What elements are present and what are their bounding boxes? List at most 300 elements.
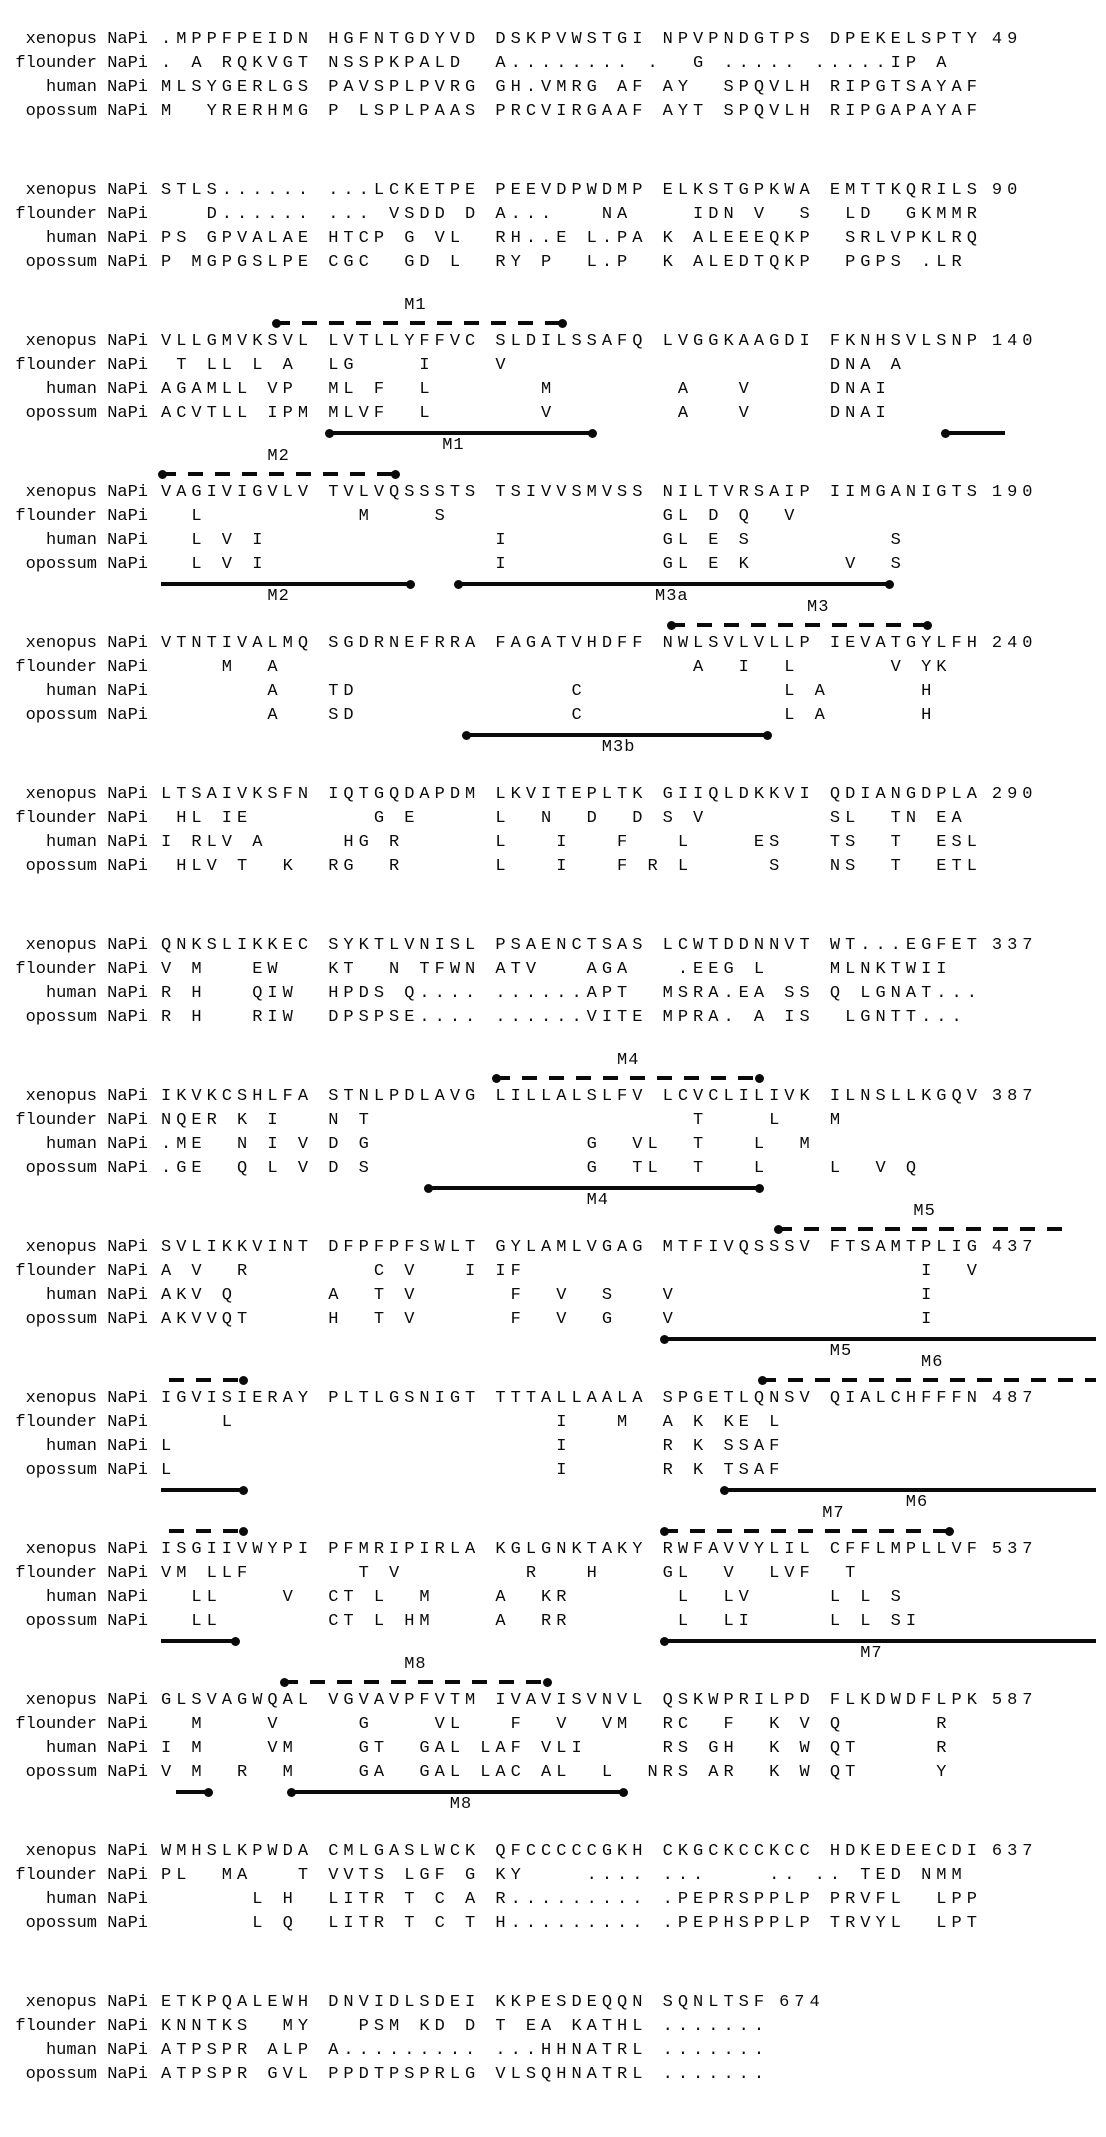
marker-label: M3	[807, 598, 830, 617]
species-label: opossum NaPi	[25, 253, 148, 272]
species-label: xenopus NaPi	[25, 1993, 148, 2012]
marker-endpoint-icon	[454, 580, 463, 589]
sequence-row	[14, 505, 1106, 529]
species-label: human NaPi	[45, 2041, 148, 2060]
marker-label: M6	[921, 1353, 944, 1372]
sequence-text: .MPPFPEIDN HGFNTGDYVD DSKPVWSTGI NPVPNDGTPS DPEKELSPTY	[161, 30, 982, 49]
marker-line	[169, 1529, 245, 1533]
species-label: opossum NaPi	[25, 1159, 148, 1178]
marker-label: M2	[267, 587, 290, 606]
marker-row-below	[14, 1181, 1106, 1209]
marker-line	[161, 1488, 245, 1492]
sequence-row	[14, 481, 1106, 505]
sequence-row	[14, 1308, 1106, 1332]
species-label: human NaPi	[45, 229, 148, 248]
marker-label: M3b	[601, 738, 636, 757]
residue-number: 49	[991, 30, 1023, 49]
sequence-text: ETKPQALEWH DNVIDLSDEI KKPESDEQQN SQNLTSF	[161, 1993, 770, 2012]
species-label: opossum NaPi	[25, 1461, 148, 1480]
marker-endpoint-icon	[660, 1637, 669, 1646]
marker-endpoint-icon	[720, 1486, 729, 1495]
species-label: opossum NaPi	[25, 1763, 148, 1782]
marker-endpoint-icon	[558, 319, 567, 328]
marker-label: M7	[860, 1644, 883, 1663]
sequence-text: I RLV A HG R L I F L ES TS T ESL	[161, 833, 982, 852]
sequence-row	[14, 1864, 1106, 1888]
residue-number: 674	[779, 1993, 825, 2012]
sequence-row	[14, 855, 1106, 879]
sequence-text: R H QIW HPDS Q.... ......APT MSRA.EA SS Q LGNAT...	[161, 984, 982, 1003]
marker-endpoint-icon	[755, 1184, 764, 1193]
sequence-row	[14, 203, 1106, 227]
sequence-text: MLSYGERLGS PAVSPLPVRG GH.VMRG AF AY SPQVLH RIPGTSAYAF	[161, 78, 982, 97]
sequence-row	[14, 1689, 1106, 1713]
sequence-row	[14, 354, 1106, 378]
marker-endpoint-icon	[588, 429, 597, 438]
species-label: flounder NaPi	[15, 1564, 148, 1583]
sequence-text: L V I I GL E K V S	[161, 555, 906, 574]
marker-line	[663, 1529, 952, 1533]
sequence-row	[14, 1387, 1106, 1411]
sequence-row	[14, 28, 1106, 52]
alignment-block	[14, 1991, 1106, 2087]
tm-marker-M2	[161, 469, 397, 479]
sequence-row	[14, 807, 1106, 831]
species-label: flounder NaPi	[15, 1262, 148, 1281]
marker-endpoint-icon	[239, 1527, 248, 1536]
sequence-row	[14, 958, 1106, 982]
sequence-row	[14, 1411, 1106, 1435]
sequence-text: STLS...... ...LCKETPE PEEVDPWDMP ELKSTGPKWA EMTTKQRILS	[161, 181, 982, 200]
alignment-block	[14, 1840, 1106, 1936]
alignment-block	[14, 598, 1106, 757]
sequence-row	[14, 2063, 1106, 2087]
residue-number: 140	[991, 332, 1038, 351]
marker-label: M6	[905, 1493, 929, 1512]
sequence-row	[14, 1840, 1106, 1864]
marker-endpoint-icon	[945, 1527, 954, 1536]
sequence-text: ACVTLL IPM MLVF L V A V DNAI	[161, 404, 891, 423]
sequence-row	[14, 378, 1106, 402]
species-label: human NaPi	[45, 1588, 148, 1607]
sequence-row	[14, 1713, 1106, 1737]
marker-endpoint-icon	[325, 429, 334, 438]
species-label: human NaPi	[45, 78, 148, 97]
species-label: flounder NaPi	[15, 54, 148, 73]
tm-marker-M1	[275, 318, 564, 328]
marker-row-below	[14, 1634, 1106, 1662]
species-label: human NaPi	[45, 531, 148, 550]
sequence-text: L I R K SSAF	[161, 1437, 785, 1456]
alignment-block	[14, 296, 1106, 455]
sequence-text: .GE Q L V D S G TL T L L V Q	[161, 1159, 922, 1178]
residue-number: 90	[991, 181, 1023, 200]
sequence-text: M A A I L V YK	[161, 658, 952, 677]
sequence-text: R H RIW DPSPSE.... ......VITE MPRA. A IS LGNTT...	[161, 1008, 967, 1027]
marker-endpoint-icon	[941, 429, 950, 438]
sequence-row	[14, 330, 1106, 354]
sequence-row	[14, 76, 1106, 100]
marker-line	[283, 1680, 549, 1684]
marker-row-below	[14, 728, 1106, 756]
sequence-row	[14, 227, 1106, 251]
sequence-text: L Q LITR T C T H......... .PEPHSPPLP TRVYL LPT	[161, 1914, 982, 1933]
sequence-text: IGVISIERAY PLTLGSNIGT TTTALLAALA SPGETLQNSV QIALCHFFFN	[161, 1389, 982, 1408]
marker-endpoint-icon	[287, 1788, 296, 1797]
marker-endpoint-icon	[763, 731, 772, 740]
species-label: xenopus NaPi	[25, 30, 148, 49]
species-label: xenopus NaPi	[25, 785, 148, 804]
marker-row-above	[14, 1202, 1106, 1236]
species-label: flounder NaPi	[15, 2017, 148, 2036]
marker-endpoint-icon	[280, 1678, 289, 1687]
marker-line	[670, 623, 928, 627]
sequence-row	[14, 934, 1106, 958]
alignment-block	[14, 934, 1106, 1030]
sequence-alignment-figure	[14, 28, 1106, 2087]
marker-row-above	[14, 296, 1106, 330]
sequence-row	[14, 1538, 1106, 1562]
sequence-text: IKVKCSHLFA STNLPDLAVG LILLALSLFV LCVCLILIVK ILNSLLKGQV	[161, 1087, 982, 1106]
sequence-row	[14, 1157, 1106, 1181]
tm-marker-continuation	[176, 1787, 209, 1797]
residue-number: 240	[991, 634, 1038, 653]
marker-endpoint-icon	[774, 1225, 783, 1234]
sequence-text: WMHSLKPWDA CMLGASLWCK QFCCCCCGKH CKGCKCCKCC HDKEDEECDI	[161, 1842, 982, 1861]
marker-row-below	[14, 1785, 1106, 1813]
residue-number: 537	[991, 1540, 1038, 1559]
species-label: flounder NaPi	[15, 356, 148, 375]
marker-label: M8	[404, 1655, 427, 1674]
species-label: flounder NaPi	[15, 507, 148, 526]
residue-number: 637	[991, 1842, 1038, 1861]
sequence-text: PS GPVALAE HTCP G VL RH..E L.PA K ALEEEQKP SRLVPKLRQ	[161, 229, 982, 248]
marker-row-above	[14, 1353, 1106, 1387]
marker-row-above	[14, 1655, 1106, 1689]
sequence-row	[14, 402, 1106, 426]
marker-label: M7	[822, 1504, 845, 1523]
alignment-block	[14, 1504, 1106, 1663]
sequence-row	[14, 1761, 1106, 1785]
alignment-block	[14, 1202, 1106, 1361]
species-label: opossum NaPi	[25, 555, 148, 574]
alignment-block	[14, 28, 1106, 124]
sequence-text: VLLGMVKSVL LVTLLYFFVC SLDILSSAFQ LVGGKAAGDI FKNHSVLSNP	[161, 332, 982, 351]
residue-number: 290	[991, 785, 1038, 804]
tm-marker-continuation	[161, 1636, 237, 1646]
sequence-text: VAGIVIGVLV TVLVQSSSTS TSIVVSMVSS NILTVRSAIP IIMGANIGTS	[161, 483, 982, 502]
sequence-text: SVLIKKVINT DFPFPFSWLT GYLAMLVGAG MTFIVQSSSV FTSAMTPLIG	[161, 1238, 982, 1257]
marker-line	[328, 431, 594, 435]
sequence-row	[14, 529, 1106, 553]
marker-label: M2	[267, 447, 290, 466]
sequence-row	[14, 553, 1106, 577]
marker-row-above	[14, 447, 1106, 481]
sequence-row	[14, 1085, 1106, 1109]
sequence-row	[14, 2039, 1106, 2063]
species-label: opossum NaPi	[25, 857, 148, 876]
species-label: xenopus NaPi	[25, 332, 148, 351]
sequence-row	[14, 1006, 1106, 1030]
species-label: opossum NaPi	[25, 1612, 148, 1631]
sequence-row	[14, 1610, 1106, 1634]
sequence-text: A TD C L A H	[161, 682, 937, 701]
species-label: opossum NaPi	[25, 1008, 148, 1027]
sequence-row	[14, 1236, 1106, 1260]
alignment-block	[14, 1353, 1106, 1512]
marker-endpoint-icon	[204, 1788, 213, 1797]
alignment-block	[14, 1051, 1106, 1210]
sequence-text: ATPSPR GVL PPDTPSPRLG VLSQHNATRL .......	[161, 2065, 770, 2084]
sequence-text: VTNTIVALMQ SGDRNEFRRA FAGATVHDFF NWLSVLVLLP IEVATGYLFH	[161, 634, 982, 653]
species-label: human NaPi	[45, 1890, 148, 1909]
sequence-text: HLV T K RG R L I F R L S NS T ETL	[161, 857, 982, 876]
sequence-row	[14, 982, 1106, 1006]
marker-label: M3a	[655, 587, 689, 606]
sequence-text: I M VM GT GAL LAF VLI RS GH K W QT R	[161, 1739, 952, 1758]
species-label: opossum NaPi	[25, 1914, 148, 1933]
marker-line	[161, 1639, 237, 1643]
marker-endpoint-icon	[660, 1527, 669, 1536]
sequence-text: NQER K I N T T L M	[161, 1111, 846, 1130]
tm-marker-continuation	[944, 428, 1005, 438]
species-label: human NaPi	[45, 1739, 148, 1758]
species-label: xenopus NaPi	[25, 1087, 148, 1106]
sequence-text: HL IE G E L N D D S V SL TN EA	[161, 809, 967, 828]
sequence-row	[14, 1435, 1106, 1459]
species-label: human NaPi	[45, 1286, 148, 1305]
species-label: opossum NaPi	[25, 1310, 148, 1329]
marker-line	[777, 1227, 1073, 1231]
sequence-text: P MGPGSLPE CGC GD L RY P L.P K ALEDTQKP PGPS .LR	[161, 253, 967, 272]
sequence-text: D...... ... VSDD D A... NA IDN V S LD GKMMR	[161, 205, 982, 224]
sequence-text: LL CT L HM A RR L LI L L SI	[161, 1612, 922, 1631]
species-label: human NaPi	[45, 682, 148, 701]
marker-label: M5	[913, 1202, 936, 1221]
marker-label: M5	[829, 1342, 853, 1361]
marker-line	[169, 1378, 245, 1382]
species-label: xenopus NaPi	[25, 1238, 148, 1257]
species-label: flounder NaPi	[15, 205, 148, 224]
alignment-block	[14, 783, 1106, 879]
sequence-text: PL MA T VVTS LGF G KY .... ... .. .. TED NMM	[161, 1866, 967, 1885]
species-label: xenopus NaPi	[25, 634, 148, 653]
marker-endpoint-icon	[543, 1678, 552, 1687]
marker-line	[723, 1488, 1095, 1492]
marker-row-above	[14, 1051, 1106, 1085]
marker-label: M1	[442, 436, 465, 455]
sequence-row	[14, 1888, 1106, 1912]
marker-line	[761, 1378, 1095, 1382]
marker-endpoint-icon	[231, 1637, 240, 1646]
sequence-text: L H LITR T C A R......... .PEPRSPPLP PRVFL LPP	[161, 1890, 982, 1909]
species-label: flounder NaPi	[15, 1413, 148, 1432]
sequence-text: AKVVQT H T V F V G V I	[161, 1310, 937, 1329]
marker-line	[290, 1790, 624, 1794]
sequence-row	[14, 52, 1106, 76]
tm-marker-M5	[663, 1334, 1096, 1344]
species-label: opossum NaPi	[25, 102, 148, 121]
tm-marker-M6	[761, 1375, 1095, 1385]
sequence-text: ISGIIVWYPI PFMRIPIRLA KGLGNKTAKY RWFAVVYLIL CFFLMPLLVF	[161, 1540, 982, 1559]
marker-line	[663, 1337, 1096, 1341]
marker-endpoint-icon	[424, 1184, 433, 1193]
sequence-row	[14, 1459, 1106, 1483]
species-label: xenopus NaPi	[25, 181, 148, 200]
marker-endpoint-icon	[492, 1074, 501, 1083]
species-label: flounder NaPi	[15, 658, 148, 677]
species-label: xenopus NaPi	[25, 1540, 148, 1559]
marker-row-below	[14, 577, 1106, 605]
species-label: human NaPi	[45, 1135, 148, 1154]
residue-number: 487	[991, 1389, 1038, 1408]
marker-line	[427, 1186, 761, 1190]
tm-marker-M3	[670, 620, 928, 630]
marker-endpoint-icon	[755, 1074, 764, 1083]
marker-endpoint-icon	[660, 1335, 669, 1344]
sequence-row	[14, 680, 1106, 704]
species-label: flounder NaPi	[15, 809, 148, 828]
residue-number: 190	[991, 483, 1038, 502]
sequence-text: A V R C V I IF I V	[161, 1262, 982, 1281]
marker-label: M8	[449, 1795, 473, 1814]
sequence-row	[14, 1133, 1106, 1157]
sequence-row	[14, 1586, 1106, 1610]
marker-label: M4	[586, 1191, 609, 1210]
marker-endpoint-icon	[406, 580, 415, 589]
species-label: xenopus NaPi	[25, 1691, 148, 1710]
species-label: human NaPi	[45, 833, 148, 852]
sequence-row	[14, 100, 1106, 124]
species-label: opossum NaPi	[25, 2065, 148, 2084]
tm-marker-M8	[283, 1677, 549, 1687]
alignment-block	[14, 447, 1106, 606]
alignment-block	[14, 179, 1106, 275]
sequence-text: L V I I GL E S S	[161, 531, 906, 550]
sequence-text: M YRERHMG P LSPLPAAS PRCVIRGAAF AYT SPQVLH RIPGAPAYAF	[161, 102, 982, 121]
tm-marker-M4	[495, 1073, 761, 1083]
sequence-text: VM LLF T V R H GL V LVF T	[161, 1564, 861, 1583]
marker-line	[663, 1639, 1096, 1643]
residue-number: 587	[991, 1691, 1038, 1710]
sequence-row	[14, 1562, 1106, 1586]
species-label: xenopus NaPi	[25, 936, 148, 955]
marker-line	[275, 321, 564, 325]
residue-number: 437	[991, 1238, 1038, 1257]
sequence-text: L M S GL D Q V	[161, 507, 800, 526]
sequence-row	[14, 1912, 1106, 1936]
marker-endpoint-icon	[462, 731, 471, 740]
species-label: opossum NaPi	[25, 706, 148, 725]
species-label: flounder NaPi	[15, 1715, 148, 1734]
sequence-row	[14, 1260, 1106, 1284]
marker-endpoint-icon	[391, 470, 400, 479]
species-label: xenopus NaPi	[25, 483, 148, 502]
species-label: human NaPi	[45, 1437, 148, 1456]
sequence-row	[14, 632, 1106, 656]
sequence-text: V M R M GA GAL LAC AL L NRS AR K W QT Y	[161, 1763, 952, 1782]
species-label: human NaPi	[45, 380, 148, 399]
marker-row-above	[14, 598, 1106, 632]
sequence-text: L I R K TSAF	[161, 1461, 785, 1480]
sequence-row	[14, 783, 1106, 807]
sequence-row	[14, 704, 1106, 728]
sequence-text: LL V CT L M A KR L LV L L S	[161, 1588, 906, 1607]
marker-endpoint-icon	[885, 580, 894, 589]
species-label: human NaPi	[45, 984, 148, 1003]
species-label: flounder NaPi	[15, 960, 148, 979]
sequence-row	[14, 1991, 1106, 2015]
marker-label: M1	[404, 296, 427, 315]
tm-marker-continuation	[169, 1526, 245, 1536]
sequence-row	[14, 1109, 1106, 1133]
sequence-row	[14, 251, 1106, 275]
sequence-text: ATPSPR ALP A......... ...HHNATRL .......	[161, 2041, 770, 2060]
tm-marker-continuation	[169, 1375, 245, 1385]
sequence-text: A SD C L A H	[161, 706, 937, 725]
tm-marker-M7	[663, 1526, 952, 1536]
marker-row-above	[14, 1504, 1106, 1538]
species-label: xenopus NaPi	[25, 1389, 148, 1408]
species-label: flounder NaPi	[15, 1111, 148, 1130]
sequence-text: QNKSLIKKEC SYKTLVNISL PSAENCTSAS LCWTDDNNVT WT...EGFET	[161, 936, 982, 955]
sequence-text: GLSVAGWQAL VGVAVPFVTM IVAVISVNVL QSKWPRILPD FLKDWDFLPK	[161, 1691, 982, 1710]
species-label: opossum NaPi	[25, 404, 148, 423]
sequence-row	[14, 179, 1106, 203]
marker-endpoint-icon	[239, 1486, 248, 1495]
sequence-text: V M EW KT N TFWN ATV AGA .EEG L MLNKTWII	[161, 960, 952, 979]
marker-row-below	[14, 1483, 1106, 1511]
sequence-row	[14, 831, 1106, 855]
alignment-block	[14, 1655, 1106, 1814]
marker-endpoint-icon	[239, 1376, 248, 1385]
marker-endpoint-icon	[619, 1788, 628, 1797]
residue-number: 387	[991, 1087, 1038, 1106]
marker-line	[161, 472, 397, 476]
marker-line	[495, 1076, 761, 1080]
marker-endpoint-icon	[923, 621, 932, 630]
marker-line	[161, 582, 412, 586]
species-label: xenopus NaPi	[25, 1842, 148, 1861]
sequence-text: .ME N I V D G G VL T L M	[161, 1135, 815, 1154]
marker-line	[457, 582, 890, 586]
marker-line	[465, 733, 769, 737]
tm-marker-continuation	[161, 1485, 245, 1495]
sequence-text: L I M A K KE L	[161, 1413, 785, 1432]
sequence-text: AKV Q A T V F V S V I	[161, 1286, 937, 1305]
marker-endpoint-icon	[158, 470, 167, 479]
sequence-text: AGAMLL VP ML F L M A V DNAI	[161, 380, 891, 399]
sequence-text: M V G VL F V VM RC F K V Q R	[161, 1715, 952, 1734]
residue-number: 337	[991, 936, 1038, 955]
marker-row-below	[14, 426, 1106, 454]
marker-endpoint-icon	[758, 1376, 767, 1385]
sequence-row	[14, 2015, 1106, 2039]
species-label: flounder NaPi	[15, 1866, 148, 1885]
sequence-text: LTSAIVKSFN IQTGQDAPDM LKVITEPLTK GIIQLDKKVI QDIANGDPLA	[161, 785, 982, 804]
sequence-row	[14, 1284, 1106, 1308]
sequence-text: T LL L A LG I V DNA A	[161, 356, 906, 375]
marker-endpoint-icon	[667, 621, 676, 630]
sequence-row	[14, 1737, 1106, 1761]
marker-label: M4	[617, 1051, 640, 1070]
sequence-text: KNNTKS MY PSM KD D T EA KATHL .......	[161, 2017, 770, 2036]
tm-marker-M5	[777, 1224, 1073, 1234]
marker-endpoint-icon	[272, 319, 281, 328]
marker-line	[944, 431, 1005, 435]
sequence-text: . A RQKVGT NSSPKPALD A........ . G ..... .....IP A	[161, 54, 952, 73]
sequence-row	[14, 656, 1106, 680]
